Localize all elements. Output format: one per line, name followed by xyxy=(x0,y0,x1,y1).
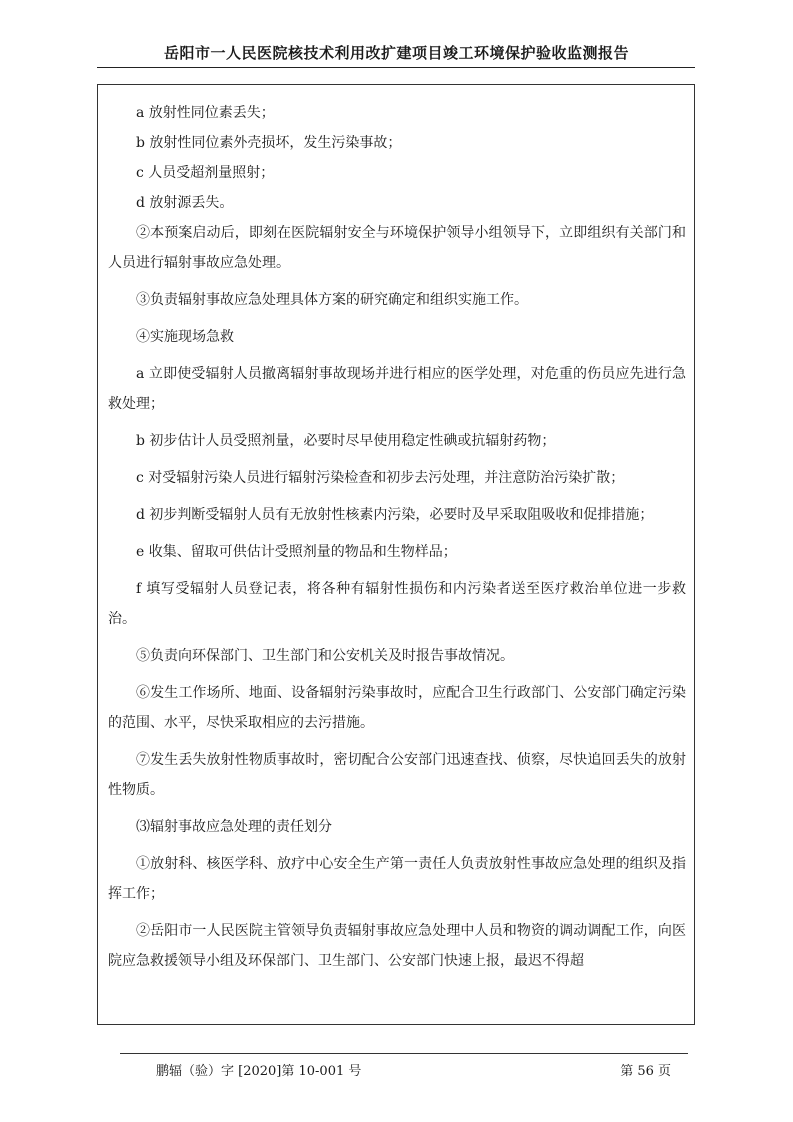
paragraph: ②岳阳市一人民医院主管领导负责辐射事故应急处理中人员和物资的调动调配工作，向医院应急救援领导小组及环保部门、卫生部门、公安部门快速上报，最迟不得超 xyxy=(108,923,686,969)
paragraph: b 放射性同位素外壳损坏，发生污染事故； xyxy=(136,135,402,151)
paragraph: ④实施现场急救 xyxy=(136,329,234,345)
paragraph: a 立即使受辐射人员撤离辐射事故现场并进行相应的医学处理，对危重的伤员应先进行急救处理； xyxy=(108,366,686,412)
paragraph: ①放射科、核医学科、放疗中心安全生产第一责任人负责放射性事故应急处理的组织及指挥工作； xyxy=(108,856,686,902)
paragraph: b 初步估计人员受照剂量，必要时尽早使用稳定性碘或抗辐射药物； xyxy=(136,433,556,449)
content-frame xyxy=(97,84,695,1025)
paragraph: ③负责辐射事故应急处理具体方案的研究确定和组织实施工作。 xyxy=(136,292,528,308)
paragraph: ⑤负责向环保部门、卫生部门和公安机关及时报告事故情况。 xyxy=(136,648,514,664)
paragraph: a 放射性同位素丢失； xyxy=(136,105,275,121)
paragraph: f 填写受辐射人员登记表，将各种有辐射性损伤和内污染者送至医疗救治单位进一步救治。 xyxy=(108,581,686,627)
paragraph: ⑶辐射事故应急处理的责任划分 xyxy=(136,819,332,835)
paragraph: ⑦发生丢失放射性物质事故时，密切配合公安部门迅速查找、侦察，尽快追回丢失的放射性物质。 xyxy=(108,752,686,798)
paragraph: d 放射源丢失。 xyxy=(136,195,234,211)
document-number: 鹏辐（验）字 [2020]第 10-001 号 xyxy=(156,1064,362,1079)
paragraph: ②本预案启动后，即刻在医院辐射安全与环境保护领导小组领导下，立即组织有关部门和人员进行辐射事故应急处理。 xyxy=(108,225,686,271)
footer-divider xyxy=(120,1053,688,1054)
paragraph: e 收集、留取可供估计受照剂量的物品和生物样品； xyxy=(136,544,457,560)
paragraph: c 人员受超剂量照射； xyxy=(136,165,275,181)
paragraph: c 对受辐射污染人员进行辐射污染检查和初步去污处理，并注意防治污染扩散； xyxy=(136,470,625,486)
paragraph: d 初步判断受辐射人员有无放射性核素内污染，必要时及早采取阻吸收和促排措施； xyxy=(136,507,654,523)
report-title: 岳阳市一人民医院核技术利用改扩建项目竣工环境保护验收监测报告 xyxy=(163,44,629,62)
paragraph: ⑥发生工作场所、地面、设备辐射污染事故时，应配合卫生行政部门、公安部门确定污染的范围、水平，尽快采取相应的去污措施。 xyxy=(108,685,686,731)
header-divider xyxy=(97,67,695,68)
page-number: 第 56 页 xyxy=(620,1064,671,1079)
content-body xyxy=(108,98,686,983)
